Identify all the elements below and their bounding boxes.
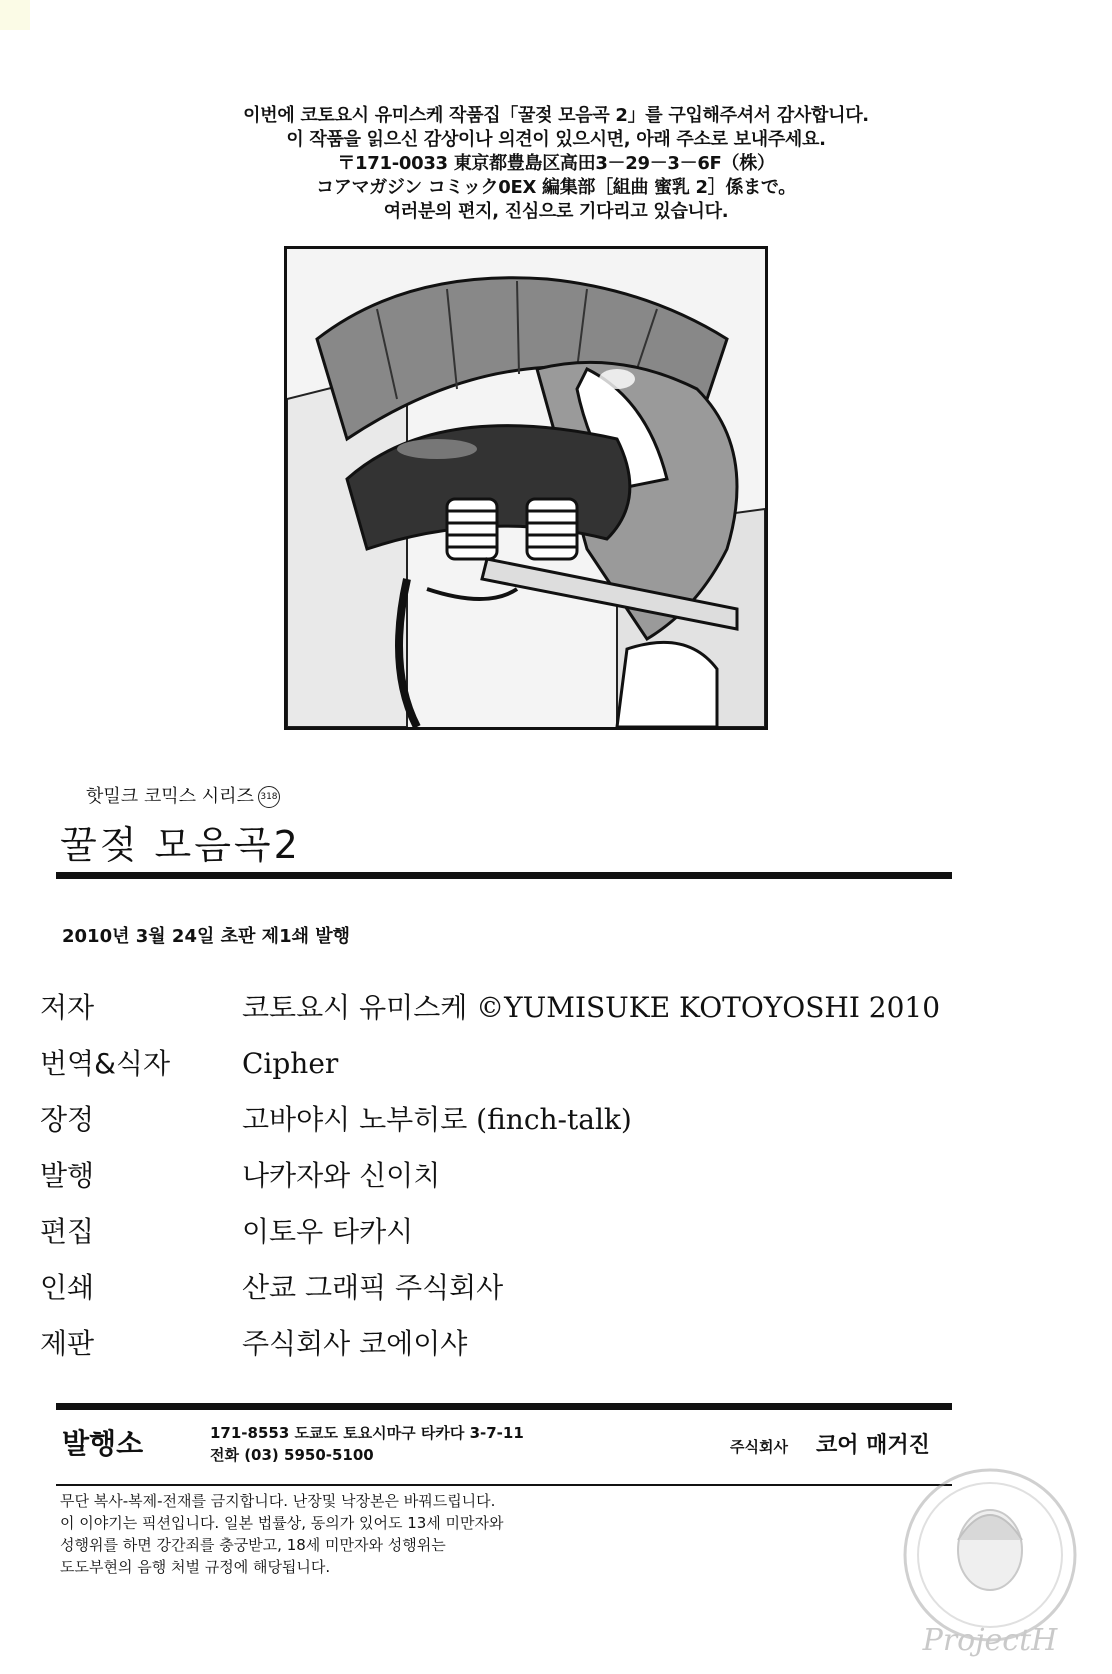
credit-label: 편집 [40,1215,95,1248]
notice-line: 도도부현의 음행 처벌 규정에 해당됩니다. [60,1558,331,1576]
notice-line: 무단 복사-복제-전재를 금지합니다. 난장및 낙장본은 바꿔드립니다. [60,1492,496,1510]
intro-line: コアマガジン コミック0EX 編集部［組曲 蜜乳 2］係まで。 [316,177,796,198]
credit-label: 발행 [40,1159,95,1192]
intro-line: 〒171-0033 東京都豊島区高田3－29－3－6F（株） [337,153,775,174]
legal-notice [60,1490,504,1578]
credit-label: 인쇄 [40,1271,95,1304]
watermark-text: ProjectH [922,1623,1058,1658]
publication-date: 2010년 3월 24일 초판 제1쇄 발행 [62,926,351,947]
publisher-address: 171-8553 도쿄도 토요시마구 타카다 3-7-11 [210,1424,524,1442]
watermark-logo [880,1460,1110,1670]
credit-value: Cipher [242,1047,339,1080]
illustration-drawing [287,249,765,727]
credit-row [0,1316,1112,1372]
credit-label: 장정 [40,1103,95,1136]
intro-line: 이번에 코토요시 유미스케 작품집「꿀젖 모음곡 2」를 구입해주셔서 감사합니다. [243,105,869,126]
book-title: 꿀젖 모음곡2 [60,823,301,867]
credit-row [0,1148,1112,1204]
publisher-block [56,1418,952,1474]
credit-value: 나카자와 신이치 [242,1159,441,1192]
manga-illustration [284,246,768,730]
credit-value: 코토요시 유미스케 ©YUMISUKE KOTOYOSHI 2010 [242,991,941,1024]
credit-row [0,980,1112,1036]
notice-line: 이 이야기는 픽션입니다. 일본 법률상, 동의가 있어도 13세 미만자와 [60,1514,504,1532]
intro-line: 이 작품을 읽으신 감상이나 의견이 있으시면, 아래 주소로 보내주세요. [286,129,826,150]
credit-value: 주식회사 코에이샤 [242,1327,468,1360]
scanlation-watermark [880,1460,1110,1670]
credit-label: 제판 [40,1327,95,1360]
publisher-corp-type: 주식회사 [730,1438,788,1456]
publisher-phone: 전화 (03) 5950-5100 [210,1446,374,1464]
publisher-label: 발행소 [62,1427,144,1460]
credit-row [0,1204,1112,1260]
series-label [86,782,280,808]
credit-row [0,1092,1112,1148]
notice-line: 성행위를 하면 강간죄를 충궁받고, 18세 미만자와 성행위는 [60,1536,446,1554]
credit-value: 고바야시 노부히로 (finch-talk) [242,1103,632,1136]
reader-letter-notice [0,104,1112,224]
credit-row [0,1036,1112,1092]
credit-value: 산쿄 그래픽 주식회사 [242,1271,504,1304]
series-number-badge: 318 [258,786,280,808]
intro-line: 여러분의 편지, 진심으로 기다리고 있습니다. [383,201,729,222]
divider [56,1403,952,1410]
divider [56,1484,952,1486]
publisher-name: 코어 매거진 [816,1433,930,1458]
credit-label: 번역&식자 [40,1047,171,1080]
divider [56,872,952,879]
series-name: 핫밀크 코믹스 시리즈 [86,786,254,807]
credit-row [0,1260,1112,1316]
credit-label: 저자 [40,991,95,1024]
credit-value: 이토우 타카시 [242,1215,414,1248]
corner-mark [0,0,30,30]
